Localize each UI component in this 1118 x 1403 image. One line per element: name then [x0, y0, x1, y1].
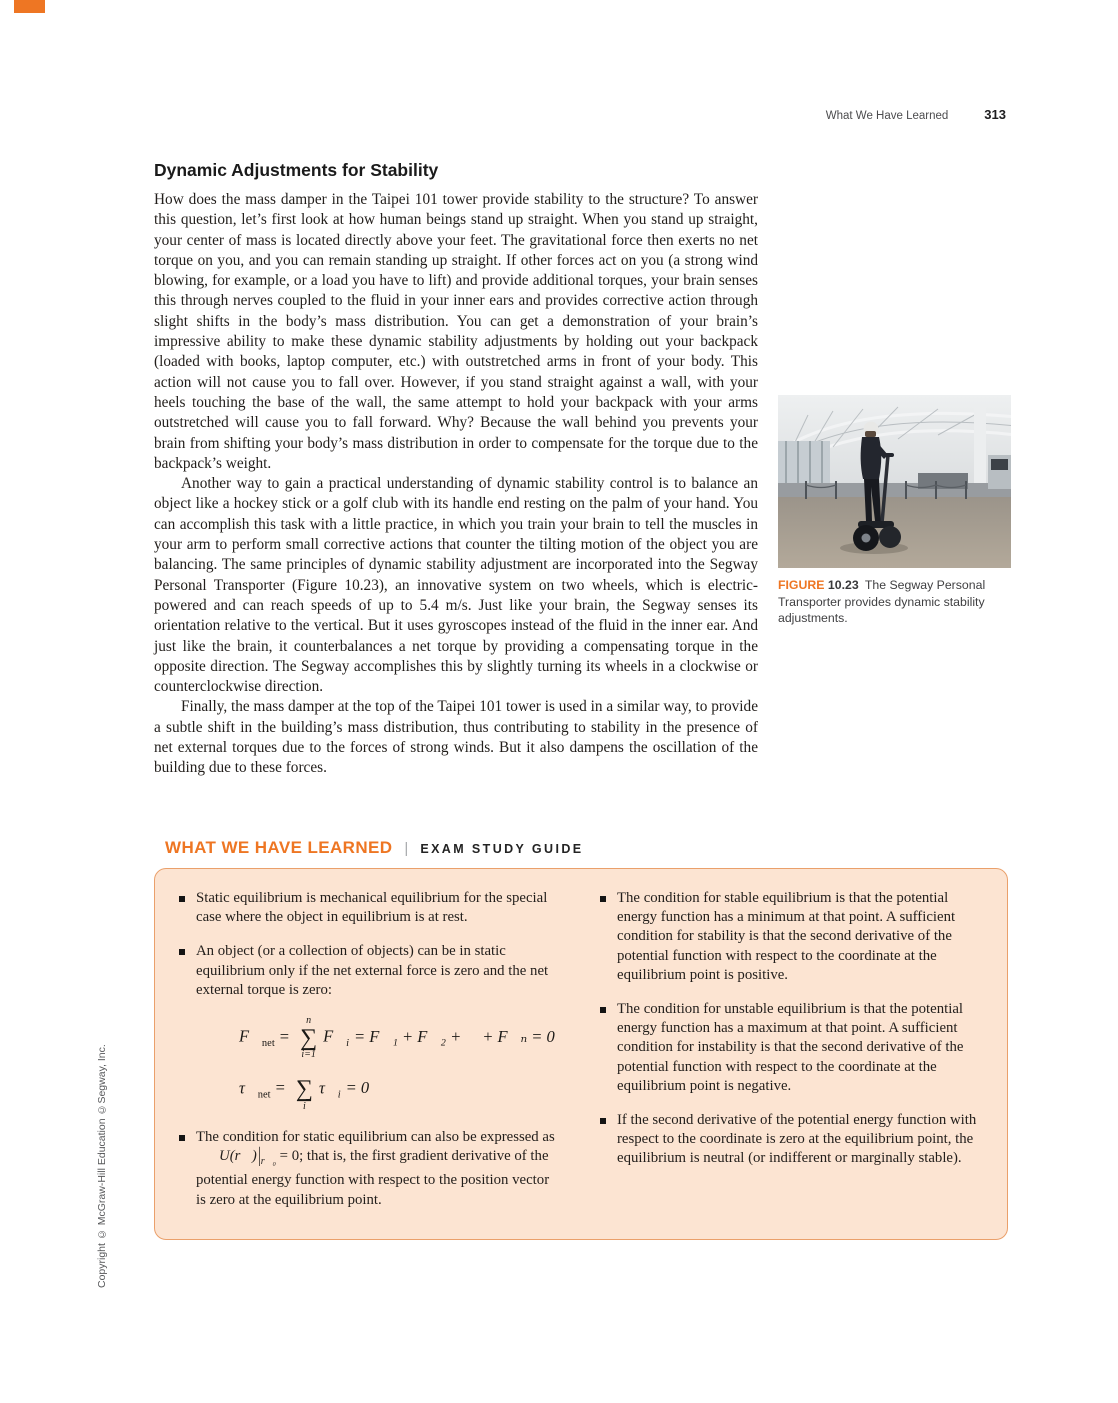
segway-photo	[778, 395, 1011, 568]
force-vector-symbol: F⃗	[239, 1026, 262, 1046]
summary-divider: |	[404, 840, 409, 857]
equilibrium-equations	[239, 1015, 558, 1112]
figure-10-23	[778, 395, 1015, 627]
list-item	[179, 1128, 558, 1210]
figure-number: 10.23	[827, 578, 859, 592]
figure-caption	[778, 577, 1015, 627]
torque-vector-symbol: τ⃗	[239, 1078, 258, 1098]
summation-symbol: ∑ i	[295, 1075, 313, 1112]
list-item	[600, 889, 979, 985]
bullet-text: If the second derivative of the potential energy function with respect to the coordinate is zero at the equilibrium point, the equilibrium is neutral (or indifferent or marginally stable).	[617, 1112, 977, 1167]
bullet-square-icon	[600, 1118, 606, 1124]
bullet-square-icon	[179, 1135, 185, 1141]
paragraph: Another way to gain a practical understanding of dynamic stability control is to balance an object like a hockey stick or a golf club with its handle end resting on the palm of your hand. You can accomplish this task with a little practice, in which you train your brain to tell the muscles in your arm to perform small corrective actions that counter the tilting motion of the object you are balancing. The same principles of dynamic stability adjustment are incorporated into the Segway Personal Transporter (Figure 10.23), an innovative system on two wheels, which is electric-powered and can reach speeds of up to 5.4 m/s. Just like your brain, the Segway senses its orientation relative to the vertical. But it uses gyroscopes instead of the fluid in the inner ear. And just like the brain, it counterbalances a net torque by providing a compensating torque in the opposite direction. The Segway accomplishes this by slightly turning its wheels in a clockwise or counterclockwise direction.	[154, 475, 758, 696]
equation-net-force: $F⃗_{net}$ = n ∑ i=1 $F⃗_i$ = F⃗₁ + F⃗₂ + ⋯ + F⃗ₙ = 0	[239, 1015, 555, 1061]
equation-net-torque: $\tau⃗_{net}$ = ∑ i $\tau⃗_i = 0$	[239, 1067, 558, 1112]
copyright-vertical-text: Copyright © McGraw-Hill Education ©Segway, Inc.	[96, 1044, 108, 1288]
list-item	[179, 942, 558, 1000]
segway-photo-illustration	[778, 395, 1011, 568]
page-edge-tab	[14, 0, 45, 13]
bullet-text: An object (or a collection of objects) can be in static equilibrium only if the net external force is zero and the net external torque is zero:	[196, 943, 549, 998]
paragraph: Finally, the mass damper at the top of the Taipei 101 tower is used in a similar way, to provide a subtle shift in the building’s mass distribution, thus contributing to stability in the presence of net external torques due to the forces of strong winds. But it also dampens the oscillation of the building due to these forces.	[154, 698, 758, 777]
bullet-text: The condition for unstable equilibrium is that the potential energy function has a maximum at that point. A sufficient condition for instability is that the second derivative of the potential function with respect to the coordinate at the equilibrium point is negative.	[617, 1001, 964, 1094]
bullet-square-icon	[179, 949, 185, 955]
exam-study-guide-label: EXAM STUDY GUIDE	[420, 842, 584, 856]
bullet-square-icon	[179, 896, 185, 902]
bullet-square-icon	[600, 896, 606, 902]
list-item	[179, 889, 558, 927]
summary-left-column	[179, 889, 558, 1225]
running-header	[826, 107, 1006, 122]
summary-right-column	[600, 889, 979, 1225]
gradient-expression: ∇⃗U(r⃗)	[196, 1148, 257, 1165]
figure-label: FIGURE	[778, 578, 825, 592]
running-title: What We Have Learned	[825, 110, 949, 122]
paragraph: How does the mass damper in the Taipei 101 tower provide stability to the structure? To answer this question, let’s first look at how human beings stand up straight. When you stand up straight, your center of mass is located directly above your feet. The gravitational force then exerts no net torque on you, and you can remain standing up straight. If other forces act on you (a strong wind blowing, for example, or a load you have to lift) and provide additional torques, your brain senses this through nerves coupled to the fluid in your inner ears and provides corrective action through slight shifts in the body’s mass distribution. You can get a demonstration of your brain’s impressive ability to make these dynamic stability adjustments by holding out your backpack (loaded with books, laptop computer, etc.) with outstretched arms in front of your body. This action will not cause you to fall over. However, if you stand straight against a wall, with your heels touching the base of the wall, the same attempt to hold your backpack with your arms outstretched will cause you to fall forward. Why? Because the wall behind you prevents your brain from shifting your body’s mass distribution in order to compensate for the torque due to the backpack’s weight.	[154, 191, 758, 472]
summation-symbol: n ∑ i=1	[300, 1015, 318, 1061]
bullet-text: Static equilibrium is mechanical equilibrium for the special case where the object in equilibrium is at rest.	[196, 890, 548, 926]
section-heading: Dynamic Adjustments for Stability	[154, 160, 439, 180]
article	[154, 160, 758, 779]
page-number: 313	[984, 107, 1006, 122]
bullet-text: The condition for stable equilibrium is that the potential energy function has a minimum at that point. A sufficient condition for stability is that the second derivative of the potential function with respect to the coordinate at the equilibrium point is positive.	[617, 890, 956, 983]
list-item	[600, 1000, 979, 1096]
what-we-have-learned-section	[154, 838, 1008, 1240]
summary-title: WHAT WE HAVE LEARNED	[165, 838, 393, 857]
bullet-text: The condition for static equilibrium can also be expressed as $\nabla⃗U(r⃗)|_{r⃗_0} = 0$; that is, the first gradient derivative of the potential energy function with respect to the position vector is zero at the equilibrium point.	[196, 1129, 555, 1208]
summary-heading	[154, 838, 1008, 858]
figure-caption-text: The Segway Personal Transporter provides dynamic stability adjustments.	[778, 578, 986, 626]
exam-study-guide-box	[154, 868, 1008, 1240]
list-item	[600, 1111, 979, 1169]
bullet-square-icon	[600, 1007, 606, 1013]
